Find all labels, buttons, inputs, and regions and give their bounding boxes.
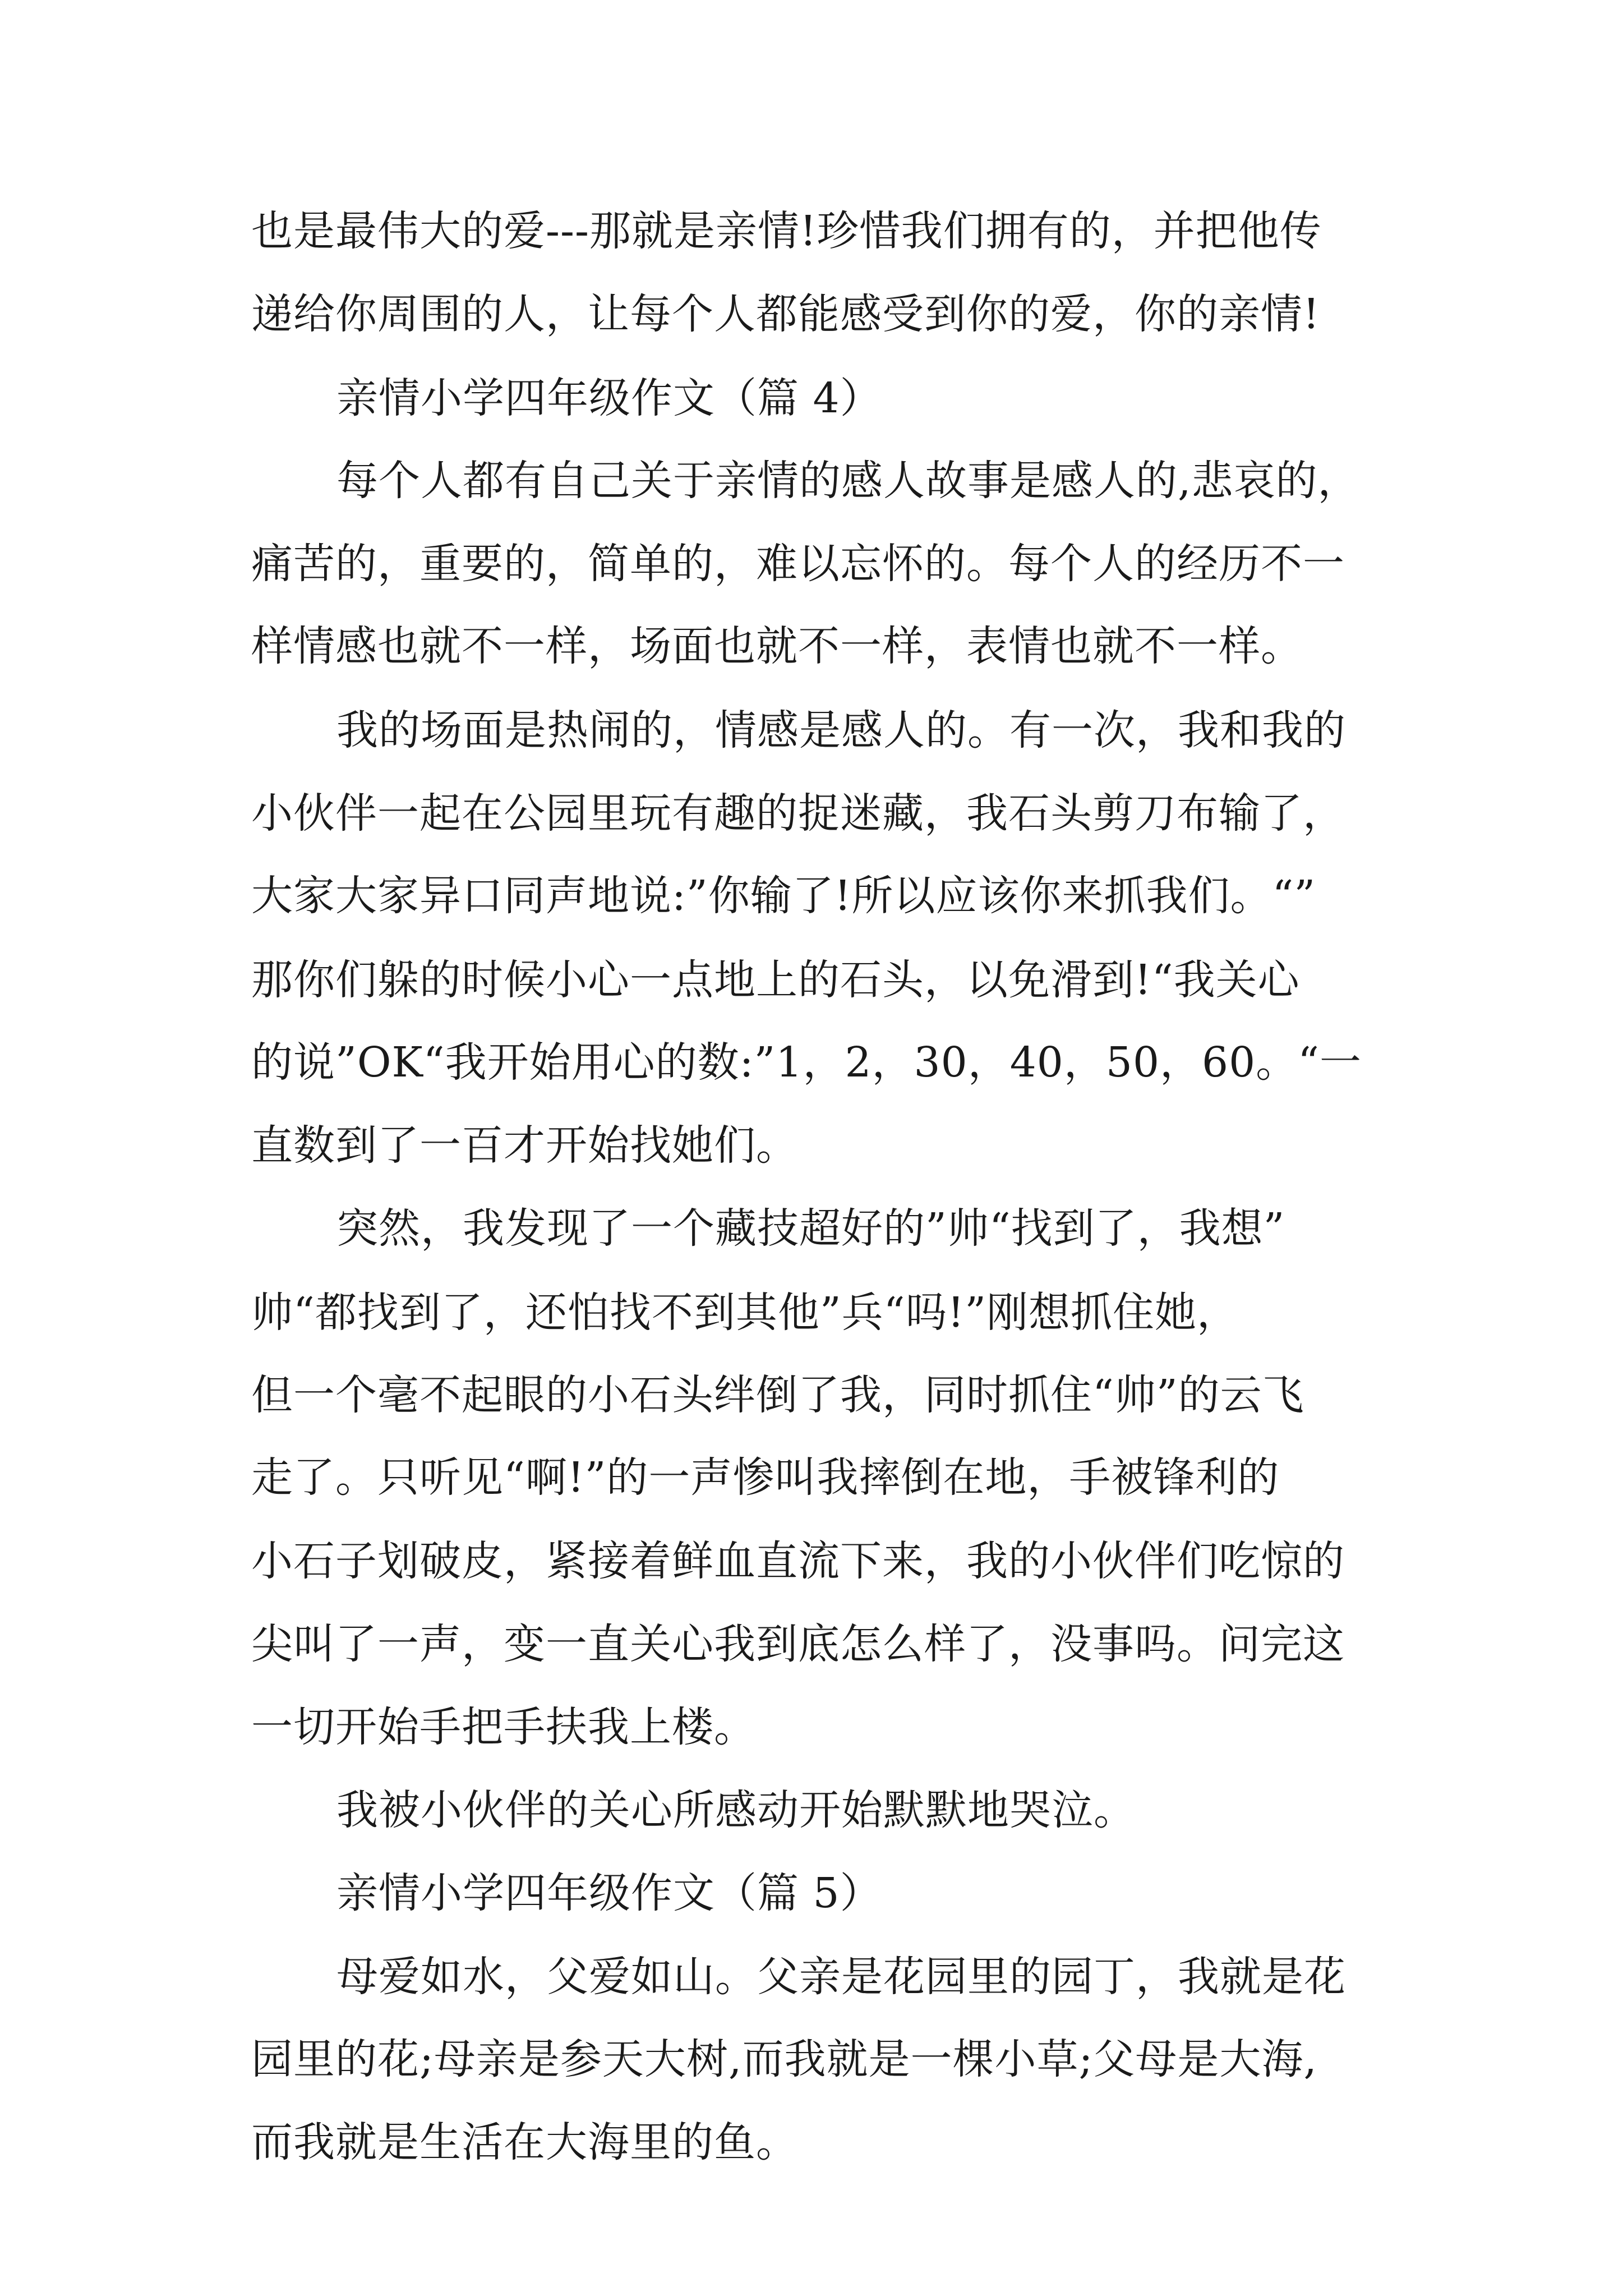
text-line: 我被小伙伴的关心所感动开始默默地哭泣。 <box>336 1786 1136 1834</box>
text-line: 帅“都找到了，还怕找不到其他”兵“吗!”刚想抓住她， <box>251 1289 1239 1337</box>
text-line: 那你们躲的时候小心一点地上的石头，以免滑到!“我关心 <box>251 956 1300 1004</box>
text-line: 大家大家异口同声地说:”你输了!所以应该你来抓我们。“” <box>251 872 1316 920</box>
text-line: 母爱如水，父爱如山。父亲是花园里的园丁，我就是花 <box>336 1953 1346 2001</box>
text-line: 而我就是生活在大海里的鱼。 <box>251 2118 798 2166</box>
text-line: 但一个毫不起眼的小石头绊倒了我，同时抓住“帅”的云飞 <box>251 1371 1304 1419</box>
text-line: 尖叫了一声，变一直关心我到底怎么样了，没事吗。问完这 <box>251 1620 1345 1668</box>
text-line: 每个人都有自己关于亲情的感人故事是感人的,悲哀的， <box>336 457 1360 505</box>
text-line: 小石子划破皮，紧接着鲜血直流下来，我的小伙伴们吃惊的 <box>251 1537 1345 1585</box>
section-heading: 亲情小学四年级作文（篇 5） <box>336 1869 882 1917</box>
text-line: 递给你周围的人，让每个人都能感受到你的爱，你的亲情! <box>251 290 1320 338</box>
text-line: 也是最伟大的爱---那就是亲情!珍惜我们拥有的，并把他传 <box>251 207 1322 255</box>
text-line: 直数到了一百才开始找她们。 <box>251 1121 798 1170</box>
text-line: 我的场面是热闹的，情感是感人的。有一次，我和我的 <box>336 706 1346 754</box>
section-heading: 亲情小学四年级作文（篇 4） <box>336 374 882 422</box>
text-line: 突然，我发现了一个藏技超好的”帅“找到了，我想” <box>336 1204 1285 1253</box>
text-line: 一切开始手把手扶我上楼。 <box>251 1703 756 1751</box>
text-line: 的说”OK“我开始用心的数:”1，2，30，40，50，60。“一 <box>251 1038 1362 1087</box>
text-line: 痛苦的，重要的，简单的，难以忘怀的。每个人的经历不一 <box>251 540 1345 588</box>
text-line: 园里的花;母亲是参天大树,而我就是一棵小草;父母是大海, <box>251 2035 1317 2083</box>
text-line: 小伙伴一起在公园里玩有趣的捉迷藏，我石头剪刀布输了， <box>251 789 1345 838</box>
text-line: 样情感也就不一样，场面也就不一样，表情也就不一样。 <box>251 622 1303 670</box>
text-line: 走了。只听见“啊!”的一声惨叫我摔倒在地，手被锋利的 <box>251 1453 1280 1502</box>
